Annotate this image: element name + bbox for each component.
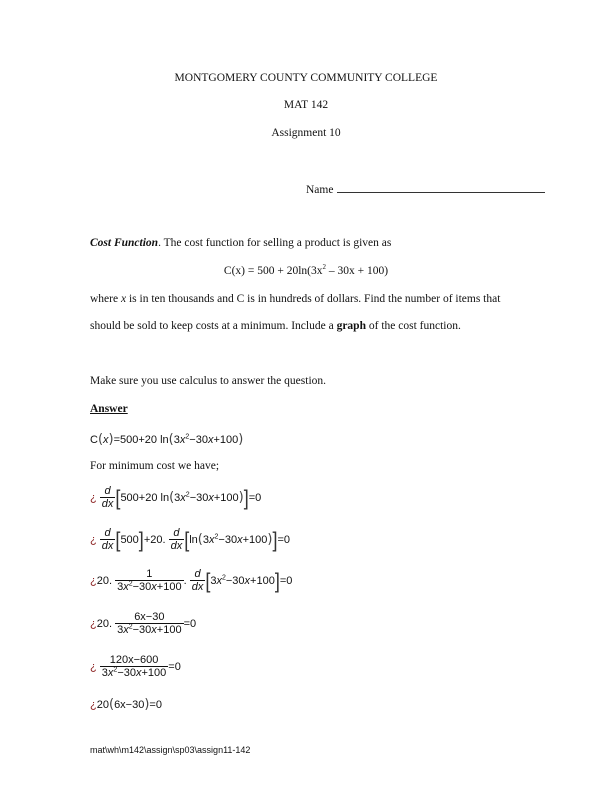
cost-equation: $C(x) = 500 + 20\ln(3x^2 - 30x + 100)$ xyxy=(223,263,389,277)
derivative-step-3: ¿20. $\frac{1}{3x^2-30x+100}$ . $\frac{d}{dx}$ $[3x^2-30x+100]=0$ xyxy=(90,568,293,593)
derivative-step-4: ¿20. $\frac{6x-30}{3x^2-30x+100}$ =0 xyxy=(90,611,197,636)
name-blank-line[interactable] xyxy=(337,182,545,193)
instruction-text: Make sure you use calculus to answer the question. xyxy=(90,375,327,387)
problem-intro: Cost Function. The cost function for selling a product is given as xyxy=(90,237,392,249)
course-code: MAT 142 xyxy=(283,99,329,111)
answer-heading: Answer xyxy=(90,403,128,415)
derivative-step-2: ¿ $\frac{d}{dx}$ [500]+20. $\frac{d}{dx}$ $[\ln(3x^2-30x+100)]=0$ xyxy=(90,527,290,552)
answer-cost-function: C(x)=500+20 $\ln(3x^2-30x+100)$ xyxy=(90,432,244,447)
problem-description-line2: should be sold to keep costs at a minimum. Include a graph of the cost function. xyxy=(90,320,461,332)
derivative-step-6: ¿20(6x−30)=0 xyxy=(90,697,162,712)
name-field[interactable] xyxy=(306,182,545,196)
derivative-step-5: ¿ $\frac{120x-600}{3x^2-30x+100}$ =0 xyxy=(90,654,181,679)
problem-description-line1: where x is in ten thousands and C is in hundreds of dollars. Find the number of items that xyxy=(90,293,501,305)
assignment-title: Assignment 10 xyxy=(271,127,341,139)
footer-file-path: mat\wh\m142\assign\sp03\assign11-142 xyxy=(90,745,251,755)
institution-title: MONTGOMERY COUNTY COMMUNITY COLLEGE xyxy=(174,72,438,84)
unknown-char-marker: ¿ xyxy=(90,491,97,504)
problem-title: Cost Function xyxy=(90,237,159,249)
derivative-step-1: ¿ $\frac{d}{dx}$ [500+20 $\ln(3x^2-30x+100)]=0$ xyxy=(90,485,262,510)
minimum-cost-text: For minimum cost we have; xyxy=(90,460,220,472)
name-label: Name xyxy=(306,184,334,196)
